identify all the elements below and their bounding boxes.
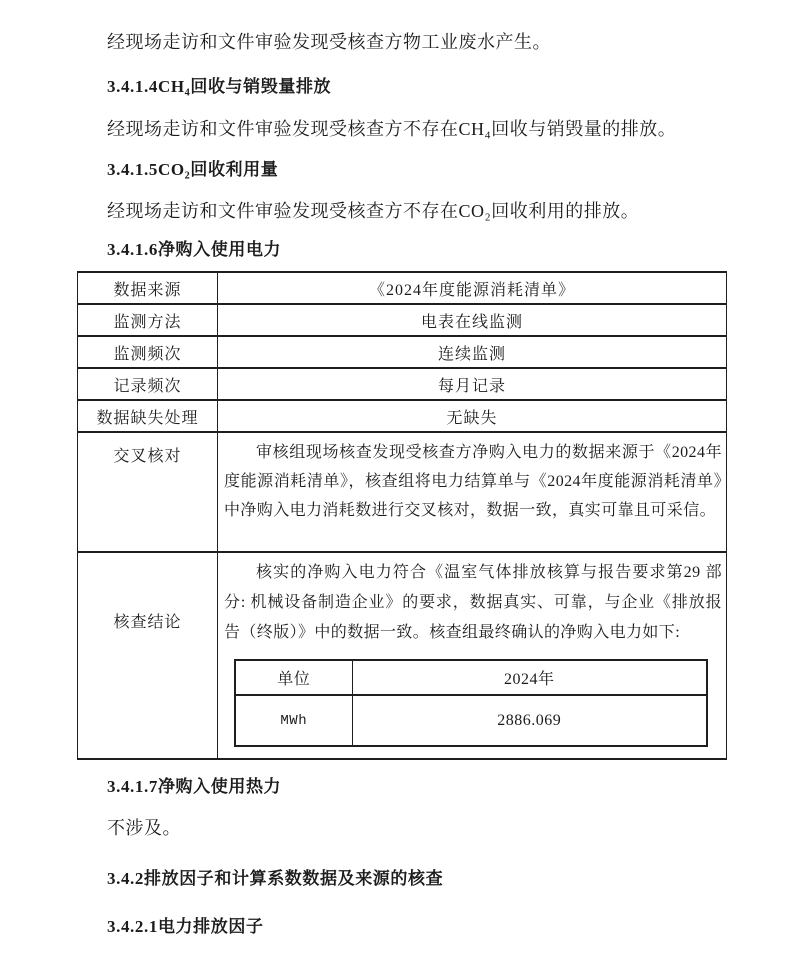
- conclusion-cell: [218, 552, 727, 759]
- ch4-paragraph: 经现场走访和文件审验发现受核查方不存在CH₄回收与销毁量的排放。: [107, 119, 677, 139]
- table-row-missing-data-handling: [78, 400, 727, 432]
- row-label: 数据来源: [78, 272, 218, 304]
- row-label: 记录频次: [78, 368, 218, 400]
- cross-check-cell: [218, 432, 727, 552]
- co2-paragraph: 经现场走访和文件审验发现受核查方不存在CO₂回收利用的排放。: [107, 201, 640, 221]
- heat-paragraph: 不涉及。: [107, 818, 181, 838]
- heading-emission-factors-verification: 3.4.2排放因子和计算系数数据及来源的核查: [107, 869, 444, 888]
- table-row-conclusion: [78, 552, 727, 759]
- row-label: 监测频次: [78, 336, 218, 368]
- table-row-data-source: [78, 272, 727, 304]
- conclusion-label: 核查结论: [78, 552, 218, 759]
- row-value: 电表在线监测: [218, 304, 727, 336]
- row-value: 《2024年度能源消耗清单》: [218, 272, 727, 304]
- amount-value-cell: 2886.069: [352, 695, 707, 746]
- heading-net-purchased-electricity: 3.4.1.6净购入使用电力: [107, 240, 282, 259]
- row-value: 每月记录: [218, 368, 727, 400]
- year-header-cell: 2024年: [352, 660, 707, 695]
- cross-check-label: 交叉核对: [78, 432, 218, 552]
- heading-electricity-emission-factor: 3.4.2.1电力排放因子: [107, 917, 264, 936]
- row-value: 连续监测: [218, 336, 727, 368]
- heading-net-purchased-heat: 3.4.1.7净购入使用热力: [107, 777, 282, 796]
- table-row-monitoring-frequency: [78, 336, 727, 368]
- table-row-cross-check: [78, 432, 727, 552]
- unit-header-cell: 单位: [235, 660, 352, 695]
- heading-ch4-recovery-emission: 3.4.1.4CH₄回收与销毁量排放: [107, 77, 332, 96]
- intro-paragraph: 经现场走访和文件审验发现受核查方物工业废水产生。: [107, 32, 551, 52]
- row-label: 数据缺失处理: [78, 400, 218, 432]
- cross-check-text: 审核组现场核查发现受核查方净购入电力的数据来源于《2024年度能源消耗清单》，核查组将电力结算单与《2024年度能源消耗清单》中净购入电力消耗数进行交叉核对，数据一致，真实可靠且可采信。: [224, 444, 722, 519]
- result-header-row: [235, 660, 707, 695]
- unit-value-cell: MWh: [235, 695, 352, 746]
- table-row-recording-frequency: [78, 368, 727, 400]
- electricity-monitoring-table: [77, 271, 727, 760]
- electricity-result-table: [234, 659, 708, 747]
- conclusion-text: 核实的净购入电力符合《温室气体排放核算与报告要求第29 部分: 机械设备制造企业》的要求，数据真实、可靠，与企业《排放报告（终版）》中的数据一致。核查组最终确认的净购入电力如下:: [224, 564, 722, 641]
- result-data-row: [235, 695, 707, 746]
- row-label: 监测方法: [78, 304, 218, 336]
- table-row-monitoring-method: [78, 304, 727, 336]
- heading-co2-recovery-utilization: 3.4.1.5CO₂回收利用量: [107, 160, 279, 179]
- row-value: 无缺失: [218, 400, 727, 432]
